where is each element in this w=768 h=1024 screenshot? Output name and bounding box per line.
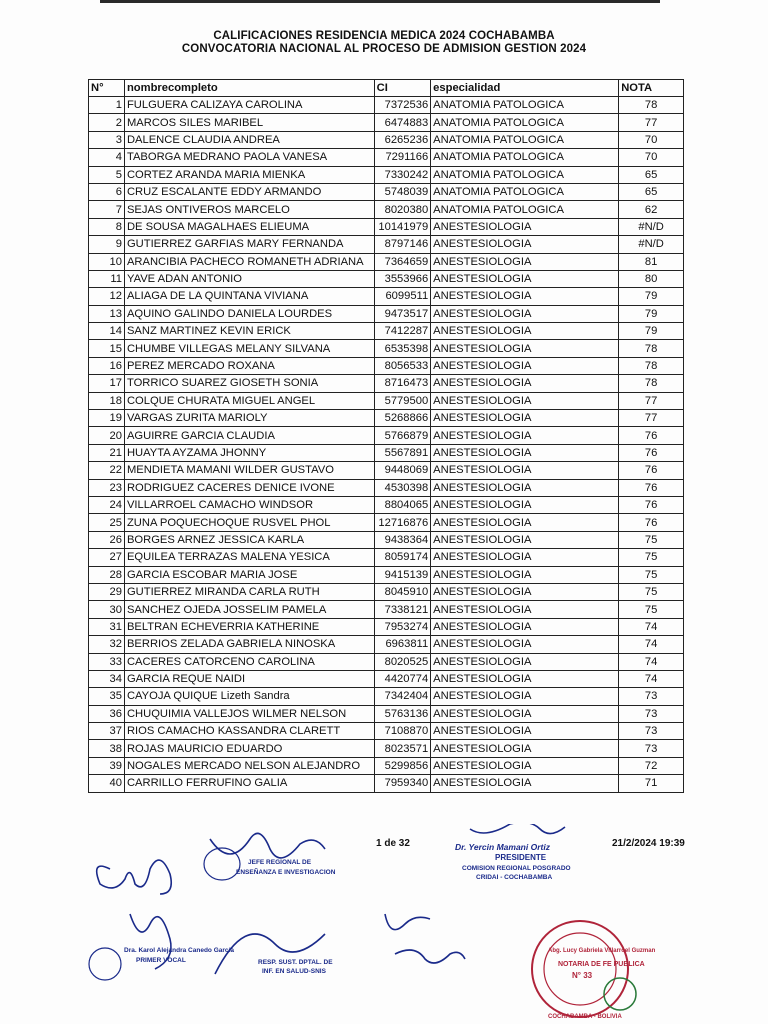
cell-ci: 7372536 — [374, 97, 431, 114]
cell-grade: 74 — [619, 618, 684, 635]
cell-name: AQUINO GALINDO DANIELA LOURDES — [124, 305, 374, 322]
cell-grade: 75 — [619, 601, 684, 618]
cell-name: COLQUE CHURATA MIGUEL ANGEL — [124, 392, 374, 409]
cell-ci: 7342404 — [374, 688, 431, 705]
cell-specialty: ANATOMIA PATOLOGICA — [431, 131, 619, 148]
cell-grade: 70 — [619, 149, 684, 166]
column-header-specialty: especialidad — [431, 80, 619, 97]
notary-number: N° 33 — [572, 971, 593, 980]
cell-name: ARANCIBIA PACHECO ROMANETH ADRIANA — [124, 253, 374, 270]
column-header-ci: CI — [374, 80, 431, 97]
cell-name: BERRIOS ZELADA GABRIELA NINOSKA — [124, 636, 374, 653]
table-row — [89, 688, 684, 705]
cell-number: 9 — [89, 236, 125, 253]
cell-number: 6 — [89, 183, 125, 200]
cell-grade: 76 — [619, 444, 684, 461]
table-row — [89, 479, 684, 496]
column-header-grade: NOTA — [619, 80, 684, 97]
notary-city: COCHABAMBA - BOLIVIA — [548, 1014, 622, 1020]
cell-number: 19 — [89, 410, 125, 427]
table-row — [89, 149, 684, 166]
cell-grade: 76 — [619, 462, 684, 479]
cell-ci: 5763136 — [374, 705, 431, 722]
cell-specialty: ANESTESIOLOGIA — [431, 775, 619, 792]
table-row — [89, 531, 684, 548]
cell-number: 17 — [89, 375, 125, 392]
cell-name: CORTEZ ARANDA MARIA MIENKA — [124, 166, 374, 183]
cell-ci: 6265236 — [374, 131, 431, 148]
cell-number: 33 — [89, 653, 125, 670]
cell-specialty: ANATOMIA PATOLOGICA — [431, 114, 619, 131]
cell-grade: #N/D — [619, 218, 684, 235]
cell-number: 5 — [89, 166, 125, 183]
cell-number: 32 — [89, 636, 125, 653]
cell-grade: 78 — [619, 97, 684, 114]
cell-ci: 9438364 — [374, 531, 431, 548]
presidente-title: PRESIDENTE — [495, 853, 547, 862]
cell-specialty: ANESTESIOLOGIA — [431, 444, 619, 461]
cell-grade: 76 — [619, 496, 684, 513]
table-row — [89, 340, 684, 357]
cell-ci: 7330242 — [374, 166, 431, 183]
cell-name: EQUILEA TERRAZAS MALENA YESICA — [124, 549, 374, 566]
cell-number: 3 — [89, 131, 125, 148]
table-row — [89, 236, 684, 253]
jefe-stamp-unit: ENSEÑANZA E INVESTIGACION — [236, 869, 336, 876]
table-row — [89, 496, 684, 513]
presidente-name: Dr. Yercin Mamani Ortiz — [455, 842, 550, 852]
table-row — [89, 723, 684, 740]
cell-ci: 7108870 — [374, 723, 431, 740]
cell-specialty: ANESTESIOLOGIA — [431, 688, 619, 705]
cell-specialty: ANESTESIOLOGIA — [431, 462, 619, 479]
cell-specialty: ANESTESIOLOGIA — [431, 357, 619, 374]
cell-grade: 73 — [619, 740, 684, 757]
cell-number: 14 — [89, 323, 125, 340]
cell-ci: 7291166 — [374, 149, 431, 166]
cell-number: 24 — [89, 496, 125, 513]
cell-number: 36 — [89, 705, 125, 722]
cell-ci: 6099511 — [374, 288, 431, 305]
cell-name: YAVE ADAN ANTONIO — [124, 270, 374, 287]
cell-specialty: ANESTESIOLOGIA — [431, 496, 619, 513]
cell-grade: 78 — [619, 340, 684, 357]
cell-specialty: ANATOMIA PATOLOGICA — [431, 166, 619, 183]
cell-number: 26 — [89, 531, 125, 548]
cell-grade: 73 — [619, 705, 684, 722]
cell-name: TORRICO SUAREZ GIOSETH SONIA — [124, 375, 374, 392]
table-row — [89, 253, 684, 270]
cell-specialty: ANESTESIOLOGIA — [431, 514, 619, 531]
cell-ci: 8023571 — [374, 740, 431, 757]
cell-name: FULGUERA CALIZAYA CAROLINA — [124, 97, 374, 114]
cell-grade: 75 — [619, 531, 684, 548]
cell-specialty: ANESTESIOLOGIA — [431, 670, 619, 687]
cell-specialty: ANESTESIOLOGIA — [431, 479, 619, 496]
cell-ci: 6963811 — [374, 636, 431, 653]
table-row — [89, 114, 684, 131]
cell-ci: 8797146 — [374, 236, 431, 253]
table-row — [89, 618, 684, 635]
cell-specialty: ANESTESIOLOGIA — [431, 305, 619, 322]
top-border-line — [100, 0, 660, 3]
cell-specialty: ANESTESIOLOGIA — [431, 375, 619, 392]
cell-number: 11 — [89, 270, 125, 287]
cell-name: HUAYTA AYZAMA JHONNY — [124, 444, 374, 461]
signature-scribble-presidente — [470, 824, 565, 834]
table-row — [89, 601, 684, 618]
cell-specialty: ANESTESIOLOGIA — [431, 288, 619, 305]
cell-grade: 81 — [619, 253, 684, 270]
cell-specialty: ANESTESIOLOGIA — [431, 740, 619, 757]
cell-name: RIOS CAMACHO KASSANDRA CLARETT — [124, 723, 374, 740]
table-header-row — [89, 80, 684, 97]
table-row — [89, 201, 684, 218]
cell-ci: 7364659 — [374, 253, 431, 270]
cell-name: GUTIERREZ GARFIAS MARY FERNANDA — [124, 236, 374, 253]
cell-number: 27 — [89, 549, 125, 566]
cell-ci: 8056533 — [374, 357, 431, 374]
cell-name: SANZ MARTINEZ KEVIN ERICK — [124, 323, 374, 340]
cell-name: CRUZ ESCALANTE EDDY ARMANDO — [124, 183, 374, 200]
signature-scribble-middle — [385, 914, 465, 963]
cell-ci: 3553966 — [374, 270, 431, 287]
cell-ci: 8716473 — [374, 375, 431, 392]
cell-ci: 5268866 — [374, 410, 431, 427]
presidente-org: COMISION REGIONAL POSGRADO — [462, 865, 571, 872]
cell-grade: 75 — [619, 583, 684, 600]
table-row — [89, 288, 684, 305]
cell-grade: 74 — [619, 636, 684, 653]
cell-name: ZUNA POQUECHOQUE RUSVEL PHOL — [124, 514, 374, 531]
cell-ci: 10141979 — [374, 218, 431, 235]
cell-ci: 8020525 — [374, 653, 431, 670]
cell-grade: 74 — [619, 670, 684, 687]
cell-ci: 5567891 — [374, 444, 431, 461]
cell-number: 16 — [89, 357, 125, 374]
presidente-org2: CRIDAI - COCHABAMBA — [476, 874, 553, 881]
cell-grade: 79 — [619, 305, 684, 322]
cell-number: 31 — [89, 618, 125, 635]
cell-specialty: ANESTESIOLOGIA — [431, 723, 619, 740]
table-row — [89, 357, 684, 374]
cell-number: 38 — [89, 740, 125, 757]
cell-name: CARRILLO FERRUFINO GALIA — [124, 775, 374, 792]
cell-grade: 65 — [619, 166, 684, 183]
cell-specialty: ANESTESIOLOGIA — [431, 392, 619, 409]
cell-ci: 7953274 — [374, 618, 431, 635]
vocal-title: PRIMER VOCAL — [136, 957, 186, 964]
cell-specialty: ANESTESIOLOGIA — [431, 549, 619, 566]
cell-number: 4 — [89, 149, 125, 166]
cell-grade: 77 — [619, 392, 684, 409]
cell-grade: 70 — [619, 131, 684, 148]
cell-number: 37 — [89, 723, 125, 740]
table-row — [89, 740, 684, 757]
cell-number: 25 — [89, 514, 125, 531]
table-row — [89, 183, 684, 200]
table-row — [89, 549, 684, 566]
cell-ci: 4420774 — [374, 670, 431, 687]
cell-number: 12 — [89, 288, 125, 305]
cell-name: MARCOS SILES MARIBEL — [124, 114, 374, 131]
cell-grade: 79 — [619, 323, 684, 340]
cell-name: CAYOJA QUIQUE Lizeth Sandra — [124, 688, 374, 705]
cell-specialty: ANESTESIOLOGIA — [431, 531, 619, 548]
cell-ci: 7959340 — [374, 775, 431, 792]
grades-table-body — [89, 97, 684, 793]
resp-title: RESP. SUST. DPTAL. DE — [258, 959, 333, 966]
document-subtitle: CONVOCATORIA NACIONAL AL PROCESO DE ADMISION GESTION 2024 — [181, 43, 587, 55]
cell-specialty: ANESTESIOLOGIA — [431, 427, 619, 444]
column-header-name: nombrecompleto — [124, 80, 374, 97]
cell-number: 10 — [89, 253, 125, 270]
cell-grade: 76 — [619, 427, 684, 444]
cell-name: CHUQUIMIA VALLEJOS WILMER NELSON — [124, 705, 374, 722]
vocal-name: Dra. Karol Alejandra Canedo García — [124, 947, 234, 954]
signature-area — [0, 824, 768, 1024]
cell-ci: 8059174 — [374, 549, 431, 566]
cell-ci: 7412287 — [374, 323, 431, 340]
cell-number: 15 — [89, 340, 125, 357]
cell-number: 35 — [89, 688, 125, 705]
document-title: CALIFICACIONES RESIDENCIA MEDICA 2024 COCHABAMBA — [213, 30, 555, 42]
cell-number: 30 — [89, 601, 125, 618]
cell-ci: 5299856 — [374, 757, 431, 774]
cell-grade: 62 — [619, 201, 684, 218]
table-row — [89, 462, 684, 479]
table-row — [89, 166, 684, 183]
cell-specialty: ANESTESIOLOGIA — [431, 236, 619, 253]
cell-number: 34 — [89, 670, 125, 687]
cell-number: 22 — [89, 462, 125, 479]
table-row — [89, 514, 684, 531]
table-row — [89, 653, 684, 670]
cell-specialty: ANESTESIOLOGIA — [431, 218, 619, 235]
jefe-stamp-title: JEFE REGIONAL DE — [248, 859, 312, 866]
cell-grade: 75 — [619, 549, 684, 566]
cell-grade: 80 — [619, 270, 684, 287]
cell-number: 21 — [89, 444, 125, 461]
cell-specialty: ANATOMIA PATOLOGICA — [431, 97, 619, 114]
table-row — [89, 427, 684, 444]
cell-name: GUTIERREZ MIRANDA CARLA RUTH — [124, 583, 374, 600]
signature-scribble-left — [97, 860, 172, 894]
cell-grade: 77 — [619, 114, 684, 131]
cell-grade: 75 — [619, 566, 684, 583]
cell-specialty: ANESTESIOLOGIA — [431, 601, 619, 618]
cell-ci: 6535398 — [374, 340, 431, 357]
table-row — [89, 583, 684, 600]
cell-name: VARGAS ZURITA MARIOLY — [124, 410, 374, 427]
cell-number: 7 — [89, 201, 125, 218]
table-row — [89, 323, 684, 340]
cell-specialty: ANATOMIA PATOLOGICA — [431, 201, 619, 218]
cell-grade: 76 — [619, 514, 684, 531]
cell-grade: 73 — [619, 688, 684, 705]
cell-specialty: ANESTESIOLOGIA — [431, 566, 619, 583]
cell-grade: 71 — [619, 775, 684, 792]
table-row — [89, 375, 684, 392]
cell-grade: 79 — [619, 288, 684, 305]
cell-grade: 74 — [619, 653, 684, 670]
cell-specialty: ANATOMIA PATOLOGICA — [431, 149, 619, 166]
cell-number: 40 — [89, 775, 125, 792]
cell-specialty: ANESTESIOLOGIA — [431, 253, 619, 270]
cell-specialty: ANESTESIOLOGIA — [431, 653, 619, 670]
cell-grade: 72 — [619, 757, 684, 774]
cell-name: DE SOUSA MAGALHAES ELIEUMA — [124, 218, 374, 235]
resp-unit: INF. EN SALUD-SNIS — [262, 968, 326, 975]
cell-name: CHUMBE VILLEGAS MELANY SILVANA — [124, 340, 374, 357]
table-row — [89, 392, 684, 409]
cell-name: NOGALES MERCADO NELSON ALEJANDRO — [124, 757, 374, 774]
table-row — [89, 705, 684, 722]
cell-ci: 8045910 — [374, 583, 431, 600]
column-header-number: N° — [89, 80, 125, 97]
cell-name: RODRIGUEZ CACERES DENICE IVONE — [124, 479, 374, 496]
cell-name: AGUIRRE GARCIA CLAUDIA — [124, 427, 374, 444]
cell-name: ALIAGA DE LA QUINTANA VIVIANA — [124, 288, 374, 305]
cell-ci: 7338121 — [374, 601, 431, 618]
cell-grade: 65 — [619, 183, 684, 200]
table-row — [89, 775, 684, 792]
cell-ci: 9473517 — [374, 305, 431, 322]
table-row — [89, 636, 684, 653]
cell-name: SANCHEZ OJEDA JOSSELIM PAMELA — [124, 601, 374, 618]
table-row — [89, 670, 684, 687]
cell-specialty: ANESTESIOLOGIA — [431, 636, 619, 653]
page-number: 1 de 32 — [376, 838, 410, 849]
cell-grade: 78 — [619, 357, 684, 374]
seal-vocal — [89, 948, 121, 980]
cell-number: 20 — [89, 427, 125, 444]
cell-name: SEJAS ONTIVEROS MARCELO — [124, 201, 374, 218]
cell-number: 39 — [89, 757, 125, 774]
cell-number: 29 — [89, 583, 125, 600]
cell-specialty: ANESTESIOLOGIA — [431, 705, 619, 722]
cell-number: 2 — [89, 114, 125, 131]
cell-ci: 5748039 — [374, 183, 431, 200]
cell-name: GARCIA REQUE NAIDI — [124, 670, 374, 687]
cell-ci: 9448069 — [374, 462, 431, 479]
table-row — [89, 218, 684, 235]
cell-number: 28 — [89, 566, 125, 583]
cell-name: CACERES CATORCENO CAROLINA — [124, 653, 374, 670]
cell-specialty: ANESTESIOLOGIA — [431, 757, 619, 774]
table-row — [89, 131, 684, 148]
table-row — [89, 410, 684, 427]
cell-number: 1 — [89, 97, 125, 114]
cell-grade: 78 — [619, 375, 684, 392]
notary-title: NOTARIA DE FE PUBLICA — [558, 961, 645, 968]
signature-scribble-jefe — [210, 833, 325, 858]
cell-ci: 9415139 — [374, 566, 431, 583]
cell-name: BELTRAN ECHEVERRIA KATHERINE — [124, 618, 374, 635]
table-row — [89, 305, 684, 322]
cell-name: TABORGA MEDRANO PAOLA VANESA — [124, 149, 374, 166]
cell-specialty: ANESTESIOLOGIA — [431, 340, 619, 357]
cell-ci: 6474883 — [374, 114, 431, 131]
cell-number: 13 — [89, 305, 125, 322]
notary-name: Abg. Lucy Gabriela Villarroel Guzman — [548, 948, 656, 954]
cell-name: MENDIETA MAMANI WILDER GUSTAVO — [124, 462, 374, 479]
seal-notary — [532, 921, 628, 1017]
grades-table — [88, 79, 684, 793]
table-row — [89, 270, 684, 287]
print-datetime: 21/2/2024 19:39 — [612, 838, 685, 849]
cell-ci: 5779500 — [374, 392, 431, 409]
cell-grade: 76 — [619, 479, 684, 496]
cell-grade: #N/D — [619, 236, 684, 253]
table-row — [89, 97, 684, 114]
cell-specialty: ANESTESIOLOGIA — [431, 618, 619, 635]
cell-name: VILLARROEL CAMACHO WINDSOR — [124, 496, 374, 513]
table-row — [89, 566, 684, 583]
cell-number: 18 — [89, 392, 125, 409]
cell-number: 23 — [89, 479, 125, 496]
cell-name: GARCIA ESCOBAR MARIA JOSE — [124, 566, 374, 583]
table-row — [89, 444, 684, 461]
cell-ci: 4530398 — [374, 479, 431, 496]
cell-grade: 77 — [619, 410, 684, 427]
cell-specialty: ANESTESIOLOGIA — [431, 583, 619, 600]
cell-name: PEREZ MERCADO ROXANA — [124, 357, 374, 374]
cell-specialty: ANESTESIOLOGIA — [431, 323, 619, 340]
cell-number: 8 — [89, 218, 125, 235]
table-row — [89, 757, 684, 774]
cell-specialty: ANESTESIOLOGIA — [431, 270, 619, 287]
cell-grade: 73 — [619, 723, 684, 740]
cell-ci: 8020380 — [374, 201, 431, 218]
cell-ci: 8804065 — [374, 496, 431, 513]
cell-name: ROJAS MAURICIO EDUARDO — [124, 740, 374, 757]
cell-name: BORGES ARNEZ JESSICA KARLA — [124, 531, 374, 548]
cell-name: DALENCE CLAUDIA ANDREA — [124, 131, 374, 148]
cell-ci: 12716876 — [374, 514, 431, 531]
cell-specialty: ANATOMIA PATOLOGICA — [431, 183, 619, 200]
cell-ci: 5766879 — [374, 427, 431, 444]
seal-jefe — [204, 848, 240, 880]
cell-specialty: ANESTESIOLOGIA — [431, 410, 619, 427]
